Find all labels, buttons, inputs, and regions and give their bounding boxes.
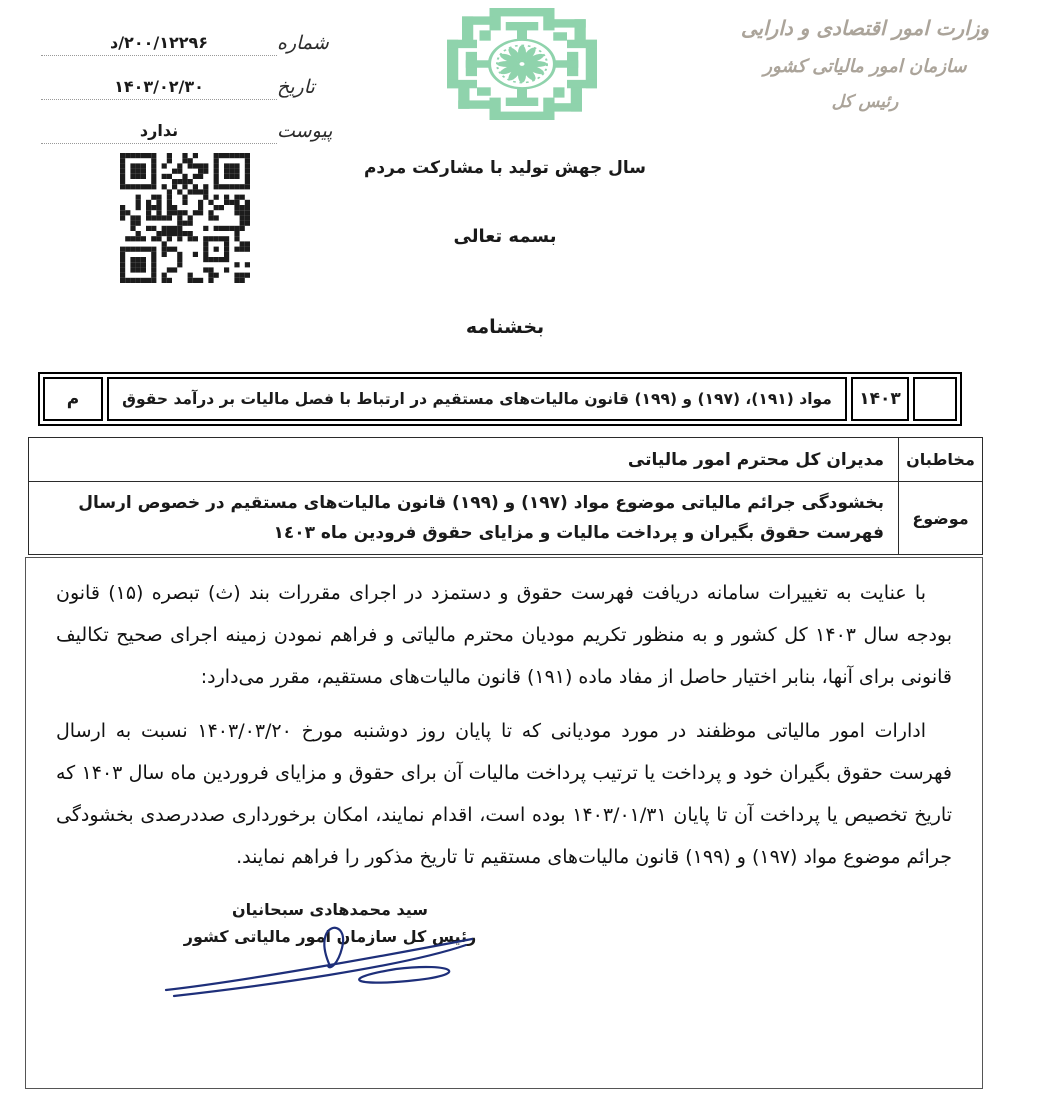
date-label: تاریخ bbox=[277, 76, 315, 98]
classification-category-cell: م bbox=[43, 377, 103, 421]
attachment-label: پیوست bbox=[277, 120, 333, 142]
number-value: ۲۰۰/۱۲۲۹۶/د bbox=[41, 33, 277, 56]
organization-name: سازمان امور مالیاتی کشور bbox=[763, 56, 967, 77]
letter-attachment-row bbox=[35, 100, 335, 144]
letter-body-frame bbox=[25, 557, 983, 1089]
signatory-name: سید محمدهادی سبحانیان bbox=[231, 900, 429, 919]
signatory-title: رئیس کل سازمان امور مالیاتی کشور bbox=[183, 927, 477, 946]
subject-value: بخشودگی جرائم مالیاتی موضوع مواد (۱۹۷) و (۱۹۹) قانون مالیات‌های مستقیم در خصوص ارسال فهرست حقوق بگیران و پرداخت مالیات و مزایای حقوق فرودین ماه ١٤٠٣ bbox=[78, 493, 884, 543]
letter-number-row bbox=[35, 12, 335, 56]
tax-organization-logo-icon bbox=[447, 8, 597, 120]
body-paragraph-1: با عنایت به تغییرات سامانه دریافت فهرست حقوق و دستمزد در اجرای مقررات بند (ث) تبصره (۱۵) قانون بودجه سال ۱۴۰۳ کل کشور و به منظور تکریم مودیان محترم مالیاتی و فراهم نمودن زمینه اجرای صحیح تکالیف قانونی برای آنها، بنابر اختیار حاصل از مفاد ماده (۱۹۱) قانون مالیات‌های مستقیم، مقرر می‌دارد: bbox=[56, 582, 953, 688]
classification-empty-cell bbox=[913, 377, 957, 421]
table-row bbox=[29, 481, 982, 554]
office-title: رئیس کل bbox=[831, 92, 899, 112]
attachment-value: ندارد bbox=[41, 121, 277, 144]
addressee-value: مدیران کل محترم امور مالیاتی bbox=[627, 449, 884, 470]
year-slogan: سال جهش تولید با مشارکت مردم bbox=[363, 158, 647, 178]
letter-meta bbox=[35, 12, 335, 144]
addressee-label: مخاطبان bbox=[898, 438, 982, 481]
classification-title-cell: مواد (۱۹۱)، (۱۹۷) و (۱۹۹) قانون مالیات‌های مستقیم در ارتباط با فصل مالیات بر درآمد حقوق bbox=[107, 377, 847, 421]
classification-year-cell: ۱۴۰۳ bbox=[851, 377, 909, 421]
date-value: ۱۴۰۳/۰۲/۳۰ bbox=[41, 77, 277, 100]
subject-label: موضوع bbox=[898, 482, 982, 554]
besmele-text: بسمه تعالی bbox=[453, 226, 557, 247]
letter-date-row bbox=[35, 56, 335, 100]
addressee-subject-table bbox=[28, 437, 983, 555]
ministry-name: وزارت امور اقتصادی و دارایی bbox=[740, 16, 990, 40]
body-paragraph-2: ادارات امور مالیاتی موظفند در مورد مودیانی که تا پایان روز دوشنبه مورخ ۱۴۰۳/۰۳/۲۰ نسبت به ارسال فهرست حقوق بگیران خود و پرداخت یا ترتیب پرداخت مالیات آن برای حقوق و مزایای فروردین ماه سال ۱۴۰۳ که تاریخ تخصیص یا پرداخت آن تا پایان ۱۴۰۳/۰۱/۳۱ بوده است، اقدام نمایند، امکان برخورداری صددرصدی بخشودگی جرائم موضوع مواد (۱۹۷) و (۱۹۹) قانون مالیات‌های مستقیم تا تاریخ مذکور را فراهم نمایند. bbox=[56, 720, 952, 868]
document-type-title: بخشنامه bbox=[465, 316, 545, 338]
table-row bbox=[29, 438, 982, 481]
number-label: شماره bbox=[277, 32, 329, 54]
handwritten-signature bbox=[158, 912, 488, 1004]
ministry-header bbox=[715, 10, 1015, 112]
classification-strip bbox=[38, 372, 962, 426]
